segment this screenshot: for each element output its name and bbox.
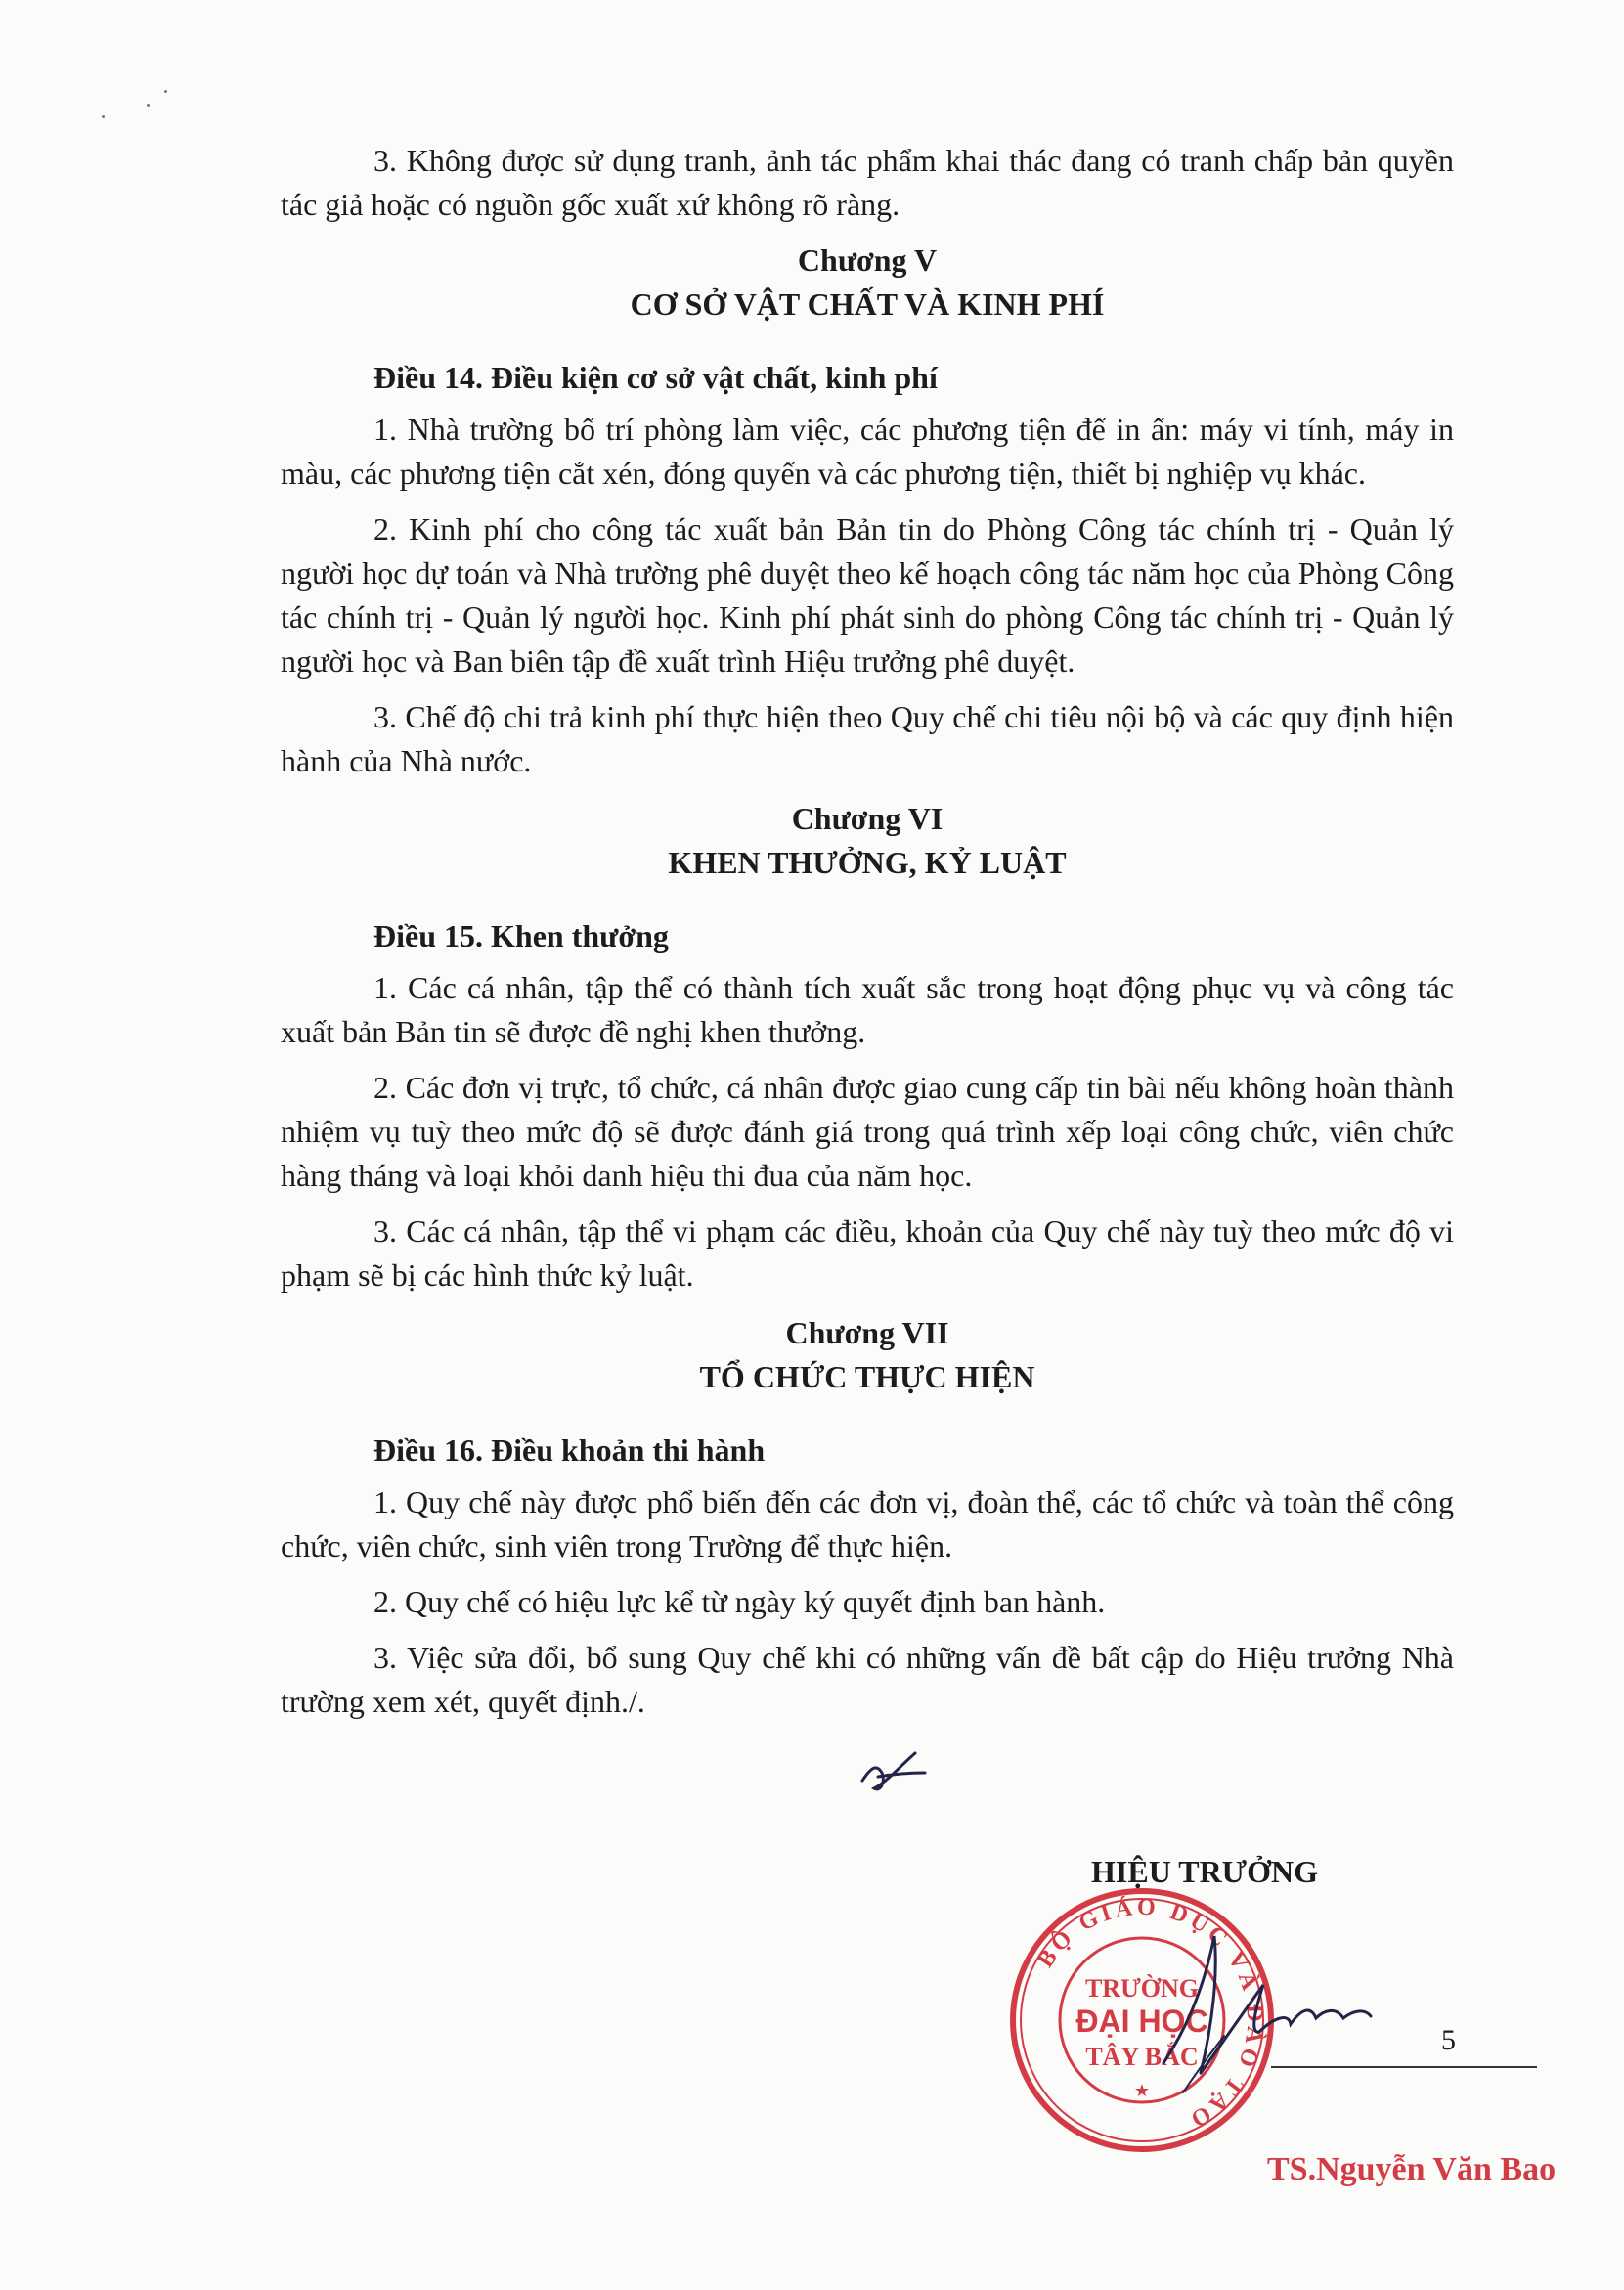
intro-paragraph: 3. Không được sử dụng tranh, ảnh tác phẩm khai thác đang có tranh chấp bản quyền tác giả hoặc có nguồn gốc xuất xứ không rõ ràng. <box>281 143 1454 222</box>
signer-title: HIỆU TRƯỞNG <box>1091 1854 1319 1889</box>
seal-line-1: TRƯỜNG <box>1084 1974 1200 2003</box>
article-16-item-3: 3. Việc sửa đổi, bổ sung Quy chế khi có những vấn đề bất cập do Hiệu trưởng Nhà trường xem xét, quyết định./. <box>281 1640 1454 1719</box>
signer-name: TS.Nguyễn Văn Bao <box>1267 2151 1557 2187</box>
seal-line-3: TÂY BẮC <box>1085 2043 1199 2071</box>
article-15-item-1: 1. Các cá nhân, tập thể có thành tích xuất sắc trong hoạt động phục vụ và công tác xuất bản Bản tin sẽ được đề nghị khen thưởng. <box>281 970 1454 1049</box>
chapter-vii-label: Chương VII <box>785 1315 949 1350</box>
article-15-item-3: 3. Các cá nhân, tập thể vi phạm các điều, khoản của Quy chế này tuỳ theo mức độ vi phạm sẽ bị các hình thức kỷ luật. <box>281 1213 1454 1293</box>
svg-text:★: ★ <box>1133 2081 1151 2100</box>
article-14-item-3: 3. Chế độ chi trả kinh phí thực hiện theo Quy chế chi tiêu nội bộ và các quy định hiện hành của Nhà nước. <box>281 699 1454 778</box>
chapter-vi-label: Chương VI <box>791 801 944 836</box>
page-number: 5 <box>1441 2024 1456 2056</box>
article-15-item-2: 2. Các đơn vị trực, tổ chức, cá nhân được giao cung cấp tin bài nếu không hoàn thành nhiệm vụ tuỳ theo mức độ sẽ được đánh giá trong quá trình xếp loại công chức, viên chức hàng tháng và loại khỏi danh hiệu thi đua của năm học. <box>281 1070 1454 1193</box>
article-16-item-1: 1. Quy chế này được phổ biến đến các đơn vị, đoàn thể, các tổ chức và toàn thể công chức, viên chức, sinh viên trong Trường để thực hiện. <box>281 1484 1454 1563</box>
handwritten-signature-icon <box>1144 1916 1418 2102</box>
footer-divider <box>1271 2066 1537 2068</box>
article-14-item-1: 1. Nhà trường bố trí phòng làm việc, các phương tiện để in ấn: máy vi tính, máy in màu, các phương tiện cắt xén, đóng quyển và các phương tiện, thiết bị nghiệp vụ khác. <box>281 412 1454 491</box>
chapter-v-title: CƠ SỞ VẬT CHẤT VÀ KINH PHÍ <box>630 286 1105 322</box>
scan-speck <box>102 115 105 118</box>
chapter-vi-title: KHEN THƯỞNG, KỶ LUẬT <box>668 845 1067 880</box>
initial-mark-icon <box>856 1743 935 1802</box>
article-14-title: Điều 14. Điều kiện cơ sở vật chất, kinh phí <box>373 360 938 395</box>
seal-line-2: ĐẠI HỌC <box>1075 2004 1208 2039</box>
article-16-item-2: 2. Quy chế có hiệu lực kể từ ngày ký quyết định ban hành. <box>373 1584 1106 1619</box>
scan-speck <box>147 104 150 107</box>
article-15-title: Điều 15. Khen thưởng <box>373 918 669 953</box>
seal-ring-text: BỘ GIÁO DỤC VÀ ĐÀO TẠO <box>1032 1894 1268 2134</box>
article-14-item-2: 2. Kinh phí cho công tác xuất bản Bản tin do Phòng Công tác chính trị - Quản lý người học dự toán và Nhà trường phê duyệt theo kế hoạch công tác năm học của Phòng Công tác chính trị - Quản lý người học. Kinh phí phát sinh do phòng Công tác chính trị - Quản lý người học và Ban biên tập đề xuất trình Hiệu trưởng phê duyệt. <box>281 511 1454 679</box>
scan-speck <box>164 90 167 93</box>
article-16-title: Điều 16. Điều khoản thi hành <box>373 1432 766 1468</box>
chapter-vii-title: TỔ CHỨC THỰC HIỆN <box>699 1359 1035 1394</box>
chapter-v-label: Chương V <box>797 242 938 278</box>
document-body <box>281 139 1454 1736</box>
